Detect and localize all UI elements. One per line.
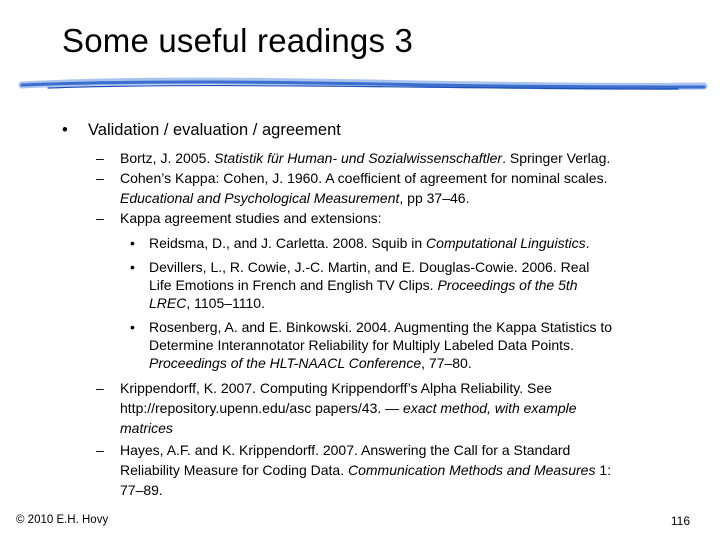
- page-number: 116: [670, 514, 690, 528]
- reference-cohen-line1: Cohen’s Kappa: Cohen, J. 1960. A coefficient of agreement for nominal scales.: [120, 170, 608, 186]
- dash-marker: –: [96, 210, 104, 226]
- section-heading: Validation / evaluation / agreement: [88, 121, 341, 139]
- reference-bortz: Bortz, J. 2005. Statistik für Human- und Sozialwissenschaftler. Springer Verlag.: [120, 150, 611, 166]
- reference-devillers-line2: Life Emotions in French and English TV Clips. Proceedings of the 5th: [149, 277, 578, 293]
- reference-rosenberg-line3: Proceedings of the HLT-NAACL Conference, 77–80.: [149, 355, 472, 371]
- reference-hayes-line2: Reliability Measure for Coding Data. Communication Methods and Measures 1:: [120, 462, 612, 478]
- kappa-studies-label: Kappa agreement studies and extensions:: [120, 210, 382, 226]
- reference-rosenberg-line2: Determine Interannotator Reliability for Multiply Labeled Data Points.: [149, 337, 574, 353]
- heading-bullet: •: [62, 121, 68, 139]
- reference-krippendorff-line2: http://repository.upenn.edu/asc papers/43. — exact method, with example: [120, 400, 577, 416]
- dash-marker: –: [96, 150, 104, 166]
- title-underline-brush: [18, 70, 708, 100]
- dash-marker: –: [96, 380, 104, 396]
- reference-krippendorff-line1: Krippendorff, K. 2007. Computing Krippendorff’s Alpha Reliability. See: [120, 380, 552, 396]
- reference-reidsma: Reidsma, D., and J. Carletta. 2008. Squib in Computational Linguistics.: [149, 235, 590, 251]
- reference-devillers-line1: Devillers, L., R. Cowie, J.-C. Martin, and E. Douglas-Cowie. 2006. Real: [149, 259, 590, 275]
- sub-bullet: •: [130, 235, 135, 251]
- reference-devillers-line3: LREC, 1105–1110.: [149, 295, 265, 311]
- dash-marker: –: [96, 170, 104, 186]
- reference-krippendorff-line3: matrices: [120, 420, 173, 436]
- reference-rosenberg-line1: Rosenberg, A. and E. Binkowski. 2004. Augmenting the Kappa Statistics to: [149, 319, 613, 335]
- reference-hayes-line1: Hayes, A.F. and K. Krippendorff. 2007. Answering the Call for a Standard: [120, 442, 571, 458]
- sub-bullet: •: [130, 259, 135, 275]
- reference-hayes-line3: 77–89.: [120, 482, 163, 498]
- sub-bullet: •: [130, 319, 135, 335]
- dash-marker: –: [96, 442, 104, 458]
- slide-title: Some useful readings 3: [62, 22, 414, 59]
- copyright-notice: © 2010 E.H. Hovy: [16, 514, 109, 526]
- reference-cohen-line2: Educational and Psychological Measurement, pp 37–46.: [120, 190, 470, 206]
